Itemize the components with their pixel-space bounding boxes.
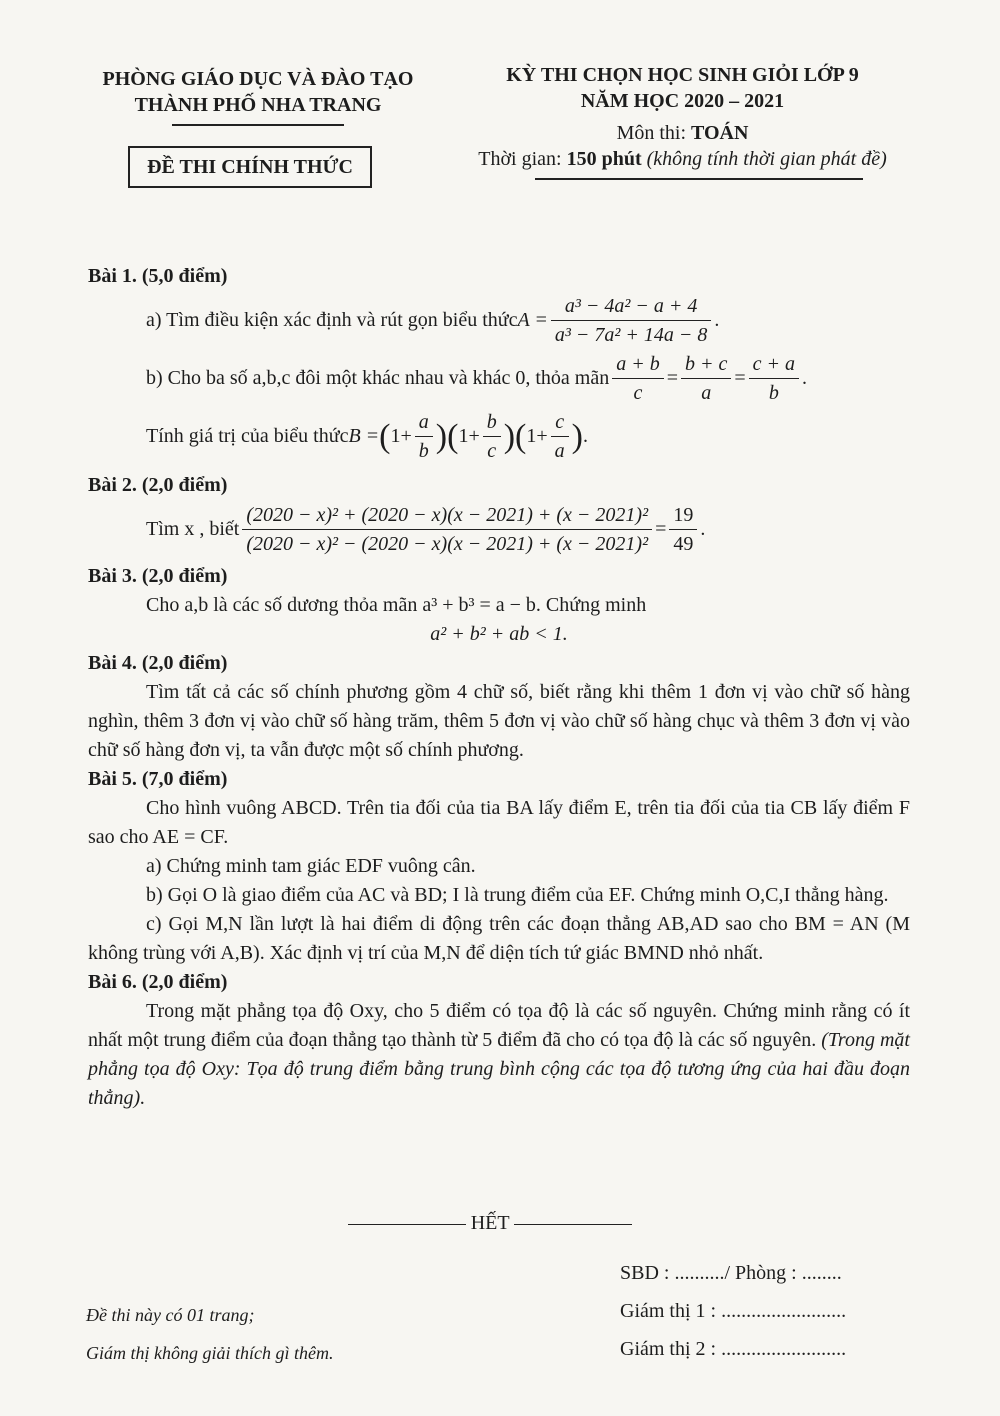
end-text: HẾT: [470, 1212, 510, 1234]
problem-3-formula: a² + b² + ab < 1.: [430, 623, 568, 645]
expr-a-numerator: a³ − 4a² − a + 4: [551, 292, 711, 321]
expr-a-fraction: [551, 292, 711, 349]
problem-1b: b) Cho ba số a,b,c đôi một khác nhau và khác 0, thỏa mãn $\frac{a + b}{c}$ = $\frac{b + c}{a}$ = $\frac{c + a}{b}$ .: [88, 349, 910, 407]
equation-numerator: (2020 − x)² + (2020 − x)(x − 2021) + (x − 2021)²: [242, 501, 652, 530]
issuer-line-2: THÀNH PHỐ NHA TRANG: [134, 94, 382, 116]
problem-5-title: Bài 5. (7,0 điểm): [88, 768, 228, 790]
problem-1-title: Bài 1. (5,0 điểm): [88, 265, 228, 287]
result-denominator: 49: [673, 532, 694, 555]
factor-2-den: c: [487, 439, 497, 462]
exam-header: [455, 62, 910, 180]
problem-2-title: Bài 2. (2,0 điểm): [88, 474, 228, 496]
official-exam-box: ĐỀ THI CHÍNH THỨC: [128, 146, 372, 188]
issuer-header: [78, 66, 438, 126]
end-line-left: [348, 1224, 466, 1226]
problem-1b-compute: Tính giá trị của biểu thức B = ( 1+ $\frac{a}{b}$ )( 1+ $\frac{b}{c}$ )( 1+ $\frac{c}{a}$ ) .: [88, 407, 910, 465]
time-label: Thời gian:: [478, 148, 567, 170]
footer-note-proctor: Giám thị không giải thích gì thêm.: [86, 1343, 334, 1363]
problem-1a: a) Tìm điều kiện xác định và rút gọn biểu thức A = $\frac{\text{a³ − 4a² − a + 4}}{\text{a³ − 7a² + 14a − 8}}$ .: [88, 291, 910, 349]
time-note: (không tính thời gian phát đề): [641, 148, 887, 170]
exam-underline: [535, 178, 863, 180]
ratio-3-den: b: [768, 381, 779, 404]
equation-result: [669, 501, 697, 558]
proctor-1-field: Giám thị 1 : .........................: [620, 1300, 847, 1322]
ratio-3-num: c + a: [749, 350, 799, 379]
issuer-line-1: PHÒNG GIÁO DỤC VÀ ĐÀO TẠO: [102, 68, 414, 90]
subject-line: [455, 120, 910, 146]
footer-note-pages: Đề thi này có 01 trang;: [86, 1305, 255, 1325]
result-numerator: 19: [669, 501, 697, 530]
problem-1b-compute-text: Tính giá trị của biểu thức: [146, 424, 349, 447]
problem-5b: b) Gọi O là giao điểm của AC và BD; I là trung điểm của EF. Chứng minh O,C,I thẳng hàng.: [146, 884, 889, 906]
subject-label: Môn thi:: [616, 122, 692, 144]
expr-a-lhs: A =: [517, 308, 548, 331]
problem-3-title: Bài 3. (2,0 điểm): [88, 565, 228, 587]
ratio-3: [749, 350, 799, 407]
time-value: 150 phút: [566, 148, 642, 170]
problem-4-title: Bài 4. (2,0 điểm): [88, 652, 228, 674]
problem-2-text: Tìm x , biết: [146, 517, 240, 540]
factor-2: [483, 408, 501, 465]
exam-title: KỲ THI CHỌN HỌC SINH GIỎI LỚP 9: [506, 64, 859, 86]
end-line-right: [514, 1224, 632, 1226]
factor-1: [415, 408, 433, 465]
footer-notes: [86, 1296, 333, 1372]
ratio-2-den: a: [701, 381, 712, 404]
factor-3-num: c: [551, 408, 569, 437]
factor-1-den: b: [418, 439, 429, 462]
problem-6-note: (Trong mặt phẳng tọa độ Oxy: Tọa độ trung điểm bằng trung bình cộng các tọa độ tương ứng của hai đầu đoạn thẳng).: [88, 1029, 910, 1109]
ratio-1-num: a + b: [612, 350, 664, 379]
problem-5-intro: Cho hình vuông ABCD. Trên tia đối của tia BA lấy điểm E, trên tia đối của tia CB lấy điểm F sao cho AE = CF.: [88, 797, 910, 848]
problem-6-title: Bài 6. (2,0 điểm): [88, 971, 228, 993]
problem-5c: c) Gọi M,N lần lượt là hai điểm di động trên các đoạn thẳng AB,AD sao cho BM = AN (M không trùng với A,B). Xác định vị trí của M,N để diện tích tứ giác BMND nhỏ nhất.: [88, 913, 910, 964]
ratio-1-den: c: [633, 381, 643, 404]
end-marker: [340, 1212, 640, 1235]
expr-a-denominator: a³ − 7a² + 14a − 8: [554, 323, 708, 346]
factor-3: [551, 408, 569, 465]
ratio-1: [612, 350, 664, 407]
problem-2: Tìm x , biết $\frac{\text{(2020 − x)² + (2020 − x)(x − 2021) + (x − 2021)²}}{\text{(2020 − x)² − (2020 − x)(x − 2021) + (x − 2021)²}}$ = $\frac{19}{49}$ .: [88, 500, 910, 558]
subject-name: TOÁN: [691, 122, 749, 144]
problem-1a-text: a) Tìm điều kiện xác định và rút gọn biểu thức: [146, 308, 518, 331]
expr-b-lhs: B =: [348, 424, 380, 447]
ratio-2: [681, 350, 731, 407]
problem-6: [88, 997, 910, 1113]
factor-1-num: a: [415, 408, 433, 437]
issuer-underline: [172, 124, 344, 126]
problem-4-text: Tìm tất cả các số chính phương gồm 4 chữ số, biết rằng khi thêm 1 đơn vị vào chữ số hàng nghìn, thêm 3 đơn vị vào chữ số hàng trăm, thêm 5 đơn vị vào chữ số hàng chục và thêm 3 đơn vị vào chữ số hàng đơn vị, ta vẫn được một số chính phương.: [88, 681, 910, 761]
problem-6-text: Trong mặt phẳng tọa độ Oxy, cho 5 điểm có tọa độ là các số nguyên. Chứng minh rằng có ít nhất một trung điểm của đoạn thẳng tạo thành từ 5 điểm đã cho có tọa độ là các số nguyên.: [88, 1000, 910, 1051]
proctor-2-field: Giám thị 2 : .........................: [620, 1338, 847, 1360]
ratio-2-num: b + c: [681, 350, 731, 379]
factor-3-den: a: [554, 439, 565, 462]
equation-denominator: (2020 − x)² − (2020 − x)(x − 2021) + (x − 2021)²: [246, 532, 649, 555]
time-line: [455, 146, 910, 172]
candidate-number-field: SBD : ........../ Phòng : ........: [620, 1262, 842, 1284]
exam-content: [88, 262, 910, 1113]
factor-2-num: b: [483, 408, 501, 437]
school-year: NĂM HỌC 2020 – 2021: [580, 90, 785, 112]
problem-3-text: Cho a,b là các số dương thỏa mãn a³ + b³ = a − b. Chứng minh: [146, 594, 647, 616]
equation-fraction: [242, 501, 652, 558]
problem-1b-text: b) Cho ba số a,b,c đôi một khác nhau và khác 0, thỏa mãn: [146, 366, 610, 389]
problem-5a: a) Chứng minh tam giác EDF vuông cân.: [146, 855, 476, 877]
footer-signatures: [620, 1254, 846, 1368]
